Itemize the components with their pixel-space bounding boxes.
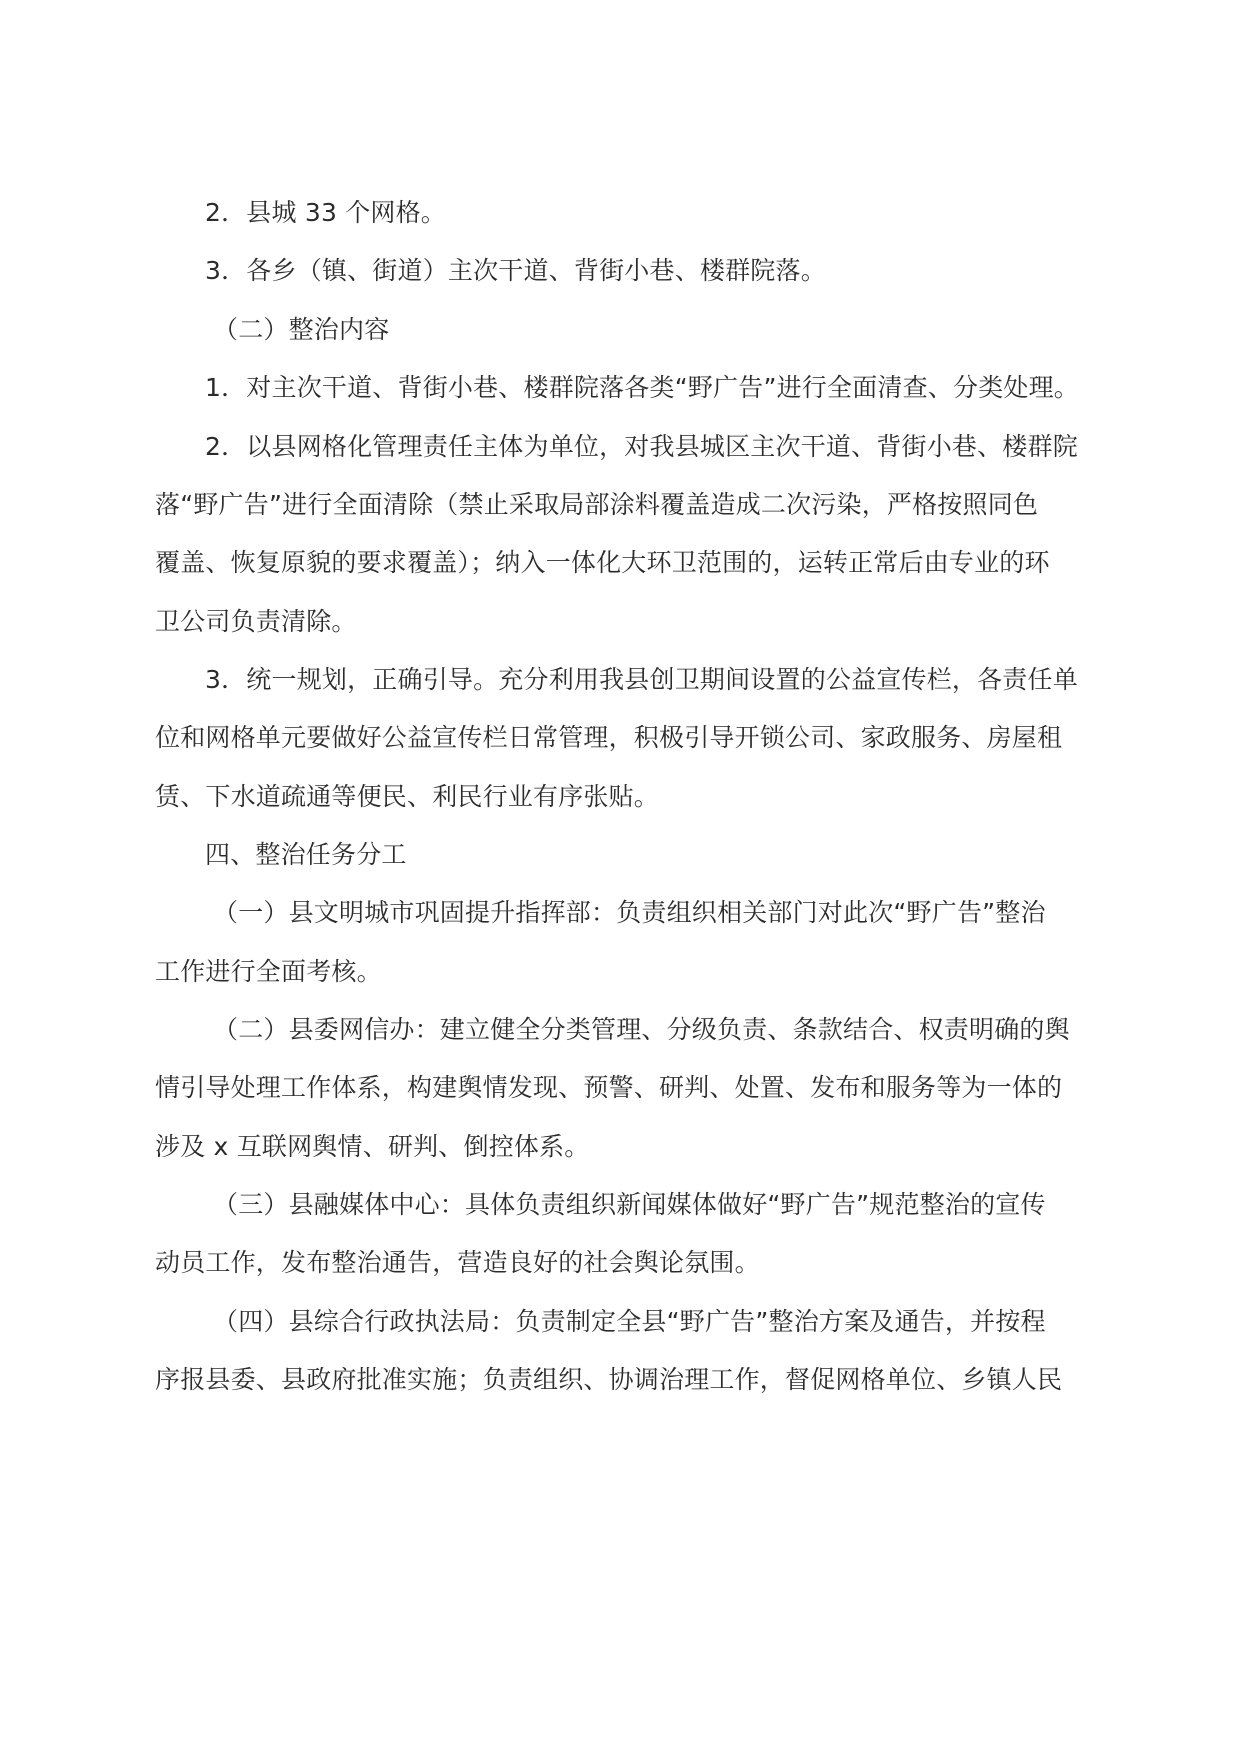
paragraph-line: 涉及 x 互联网舆情、研判、倒控体系。 [155,1132,590,1161]
paragraph-line: （三）县融媒体中心：具体负责组织新闻媒体做好“野广告”规范整治的宣传 [213,1190,1046,1219]
paragraph-line: 位和网格单元要做好公益宣传栏日常管理，积极引导开锁公司、家政服务、房屋租 [155,723,1063,752]
paragraph-line: 3．统一规划，正确引导。充分利用我县创卫期间设置的公益宣传栏，各责任单 [205,665,1078,694]
section-heading-tasks: 四、整治任务分工 [205,840,407,869]
paragraph-line: 情引导处理工作体系，构建舆情发现、预警、研判、处置、发布和服务等为一体的 [155,1073,1063,1102]
paragraph-line: 落“野广告”进行全面清除（禁止采取局部涂料覆盖造成二次污染，严格按照同色 [155,490,1039,519]
paragraph-line: 覆盖、恢复原貌的要求覆盖）；纳入一体化大环卫范围的，运转正常后由专业的环 [155,548,1050,577]
paragraph-line: 工作进行全面考核。 [155,957,382,986]
paragraph-line: 2．以县网格化管理责任主体为单位，对我县城区主次干道、背街小巷、楼群院 [205,432,1078,461]
paragraph-line: （二）县委网信办：建立健全分类管理、分级负责、条款结合、权责明确的舆 [213,1015,1070,1044]
paragraph-line: 赁、下水道疏通等便民、利民行业有序张贴。 [155,782,660,811]
paragraph-line: （一）县文明城市巩固提升指挥部：负责组织相关部门对此次“野广告”整治 [213,898,1046,927]
list-item-county-grids: 2．县城 33 个网格。 [205,198,447,227]
list-item-content-1: 1．对主次干道、背街小巷、楼群院落各类“野广告”进行全面清查、分类处理。 [205,373,1080,402]
section-heading-content: （二）整治内容 [213,315,390,344]
list-item-township-roads: 3．各乡（镇、街道）主次干道、背街小巷、楼群院落。 [205,256,826,285]
paragraph-line: 动员工作，发布整治通告，营造良好的社会舆论氛围。 [155,1248,760,1277]
paragraph-line: （四）县综合行政执法局：负责制定全县“野广告”整治方案及通告，并按程 [213,1307,1046,1336]
paragraph-line: 卫公司负责清除。 [155,607,357,636]
paragraph-line: 序报县委、县政府批准实施；负责组织、协调治理工作，督促网格单位、乡镇人民 [155,1365,1063,1394]
